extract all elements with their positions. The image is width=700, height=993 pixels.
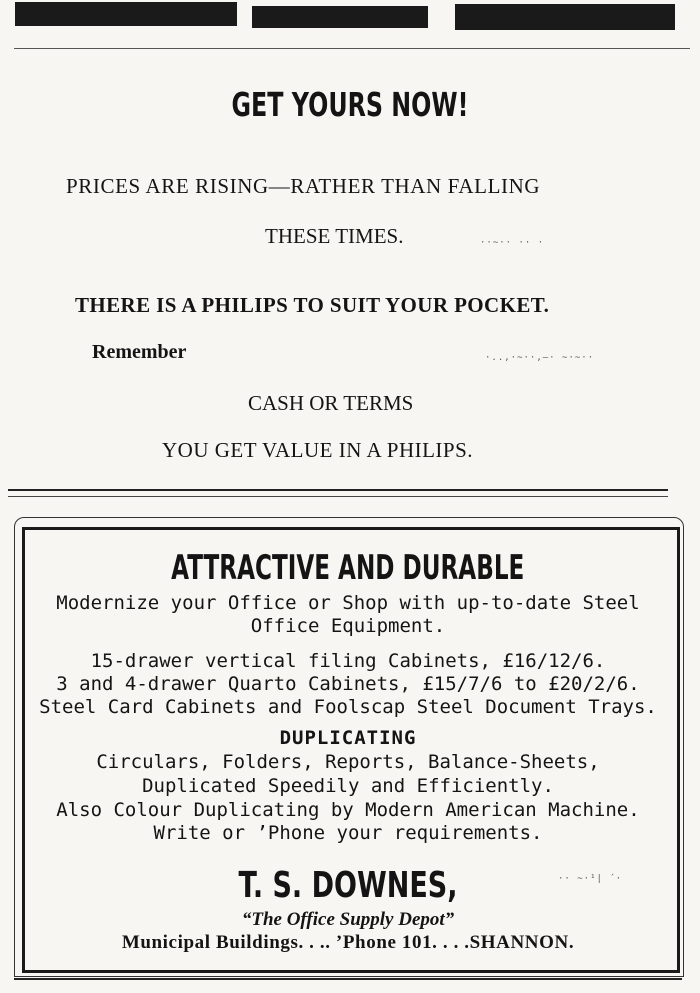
divider-rule [8,489,668,491]
downes-headline-wrap [22,548,674,588]
downes-item-quarto: 3 and 4-drawer Quarto Cabinets, £15/7/6 to £20/2/6. [56,673,640,695]
downes-dup-line2: Duplicated Speedily and Efficiently. [142,775,554,797]
downes-name-wrap [22,865,674,906]
downes-subhead: DUPLICATING [279,727,417,749]
philips-line-remember: Remember [92,341,187,363]
downes-footer: Municipal Buildings. . .. ’Phone 101. . . .SHANNON. [121,932,575,953]
philips-line-cash-terms: CASH OR TERMS [248,391,414,415]
downes-dup-line4: Write or ’Phone your requirements. [153,822,543,844]
downes-headline: ATTRACTIVE AND DURABLE [171,548,525,588]
ink-smudge: ·..,·~··,—· ~·~·· [485,353,595,363]
top-rule [14,48,690,49]
philips-line-prices: PRICES ARE RISING—RATHER THAN FALLING [66,174,541,198]
ink-smudge: ·· ~·¹| ´· [558,874,623,884]
ad-frame-bottom [14,978,682,980]
downes-subhead-wrap [22,727,674,749]
philips-line-times: THESE TIMES. [265,224,404,248]
ink-smudge: ··~·· ·· · [480,238,545,248]
downes-dup-line1: Circulars, Folders, Reports, Balance-Sheets, [96,751,600,773]
philips-headline: GET YOURS NOW! [231,85,469,124]
downes-item-filing: 15-drawer vertical filing Cabinets, £16/12/6. [90,650,606,672]
downes-name: T. S. DOWNES, [238,865,458,906]
ink-block-center [252,6,428,28]
downes-intro-line1: Modernize your Office or Shop with up-to-date Steel [56,592,640,614]
downes-intro-line2: Office Equipment. [250,615,446,637]
previous-ad-fragment [0,0,700,40]
downes-footer-wrap [22,932,674,954]
downes-tagline: “The Office Supply Depot” [241,909,455,930]
downes-item-card: Steel Card Cabinets and Foolscap Steel Document Trays. [39,696,657,718]
ink-block-right [455,4,675,30]
ink-block-left [15,2,237,26]
philips-line-pocket: THERE IS A PHILIPS TO SUIT YOUR POCKET. [75,293,550,317]
philips-line-value: YOU GET VALUE IN A PHILIPS. [162,438,474,462]
downes-dup-line3: Also Colour Duplicating by Modern American Machine. [56,799,640,821]
downes-tagline-wrap [22,909,674,931]
divider-rule [8,496,668,497]
